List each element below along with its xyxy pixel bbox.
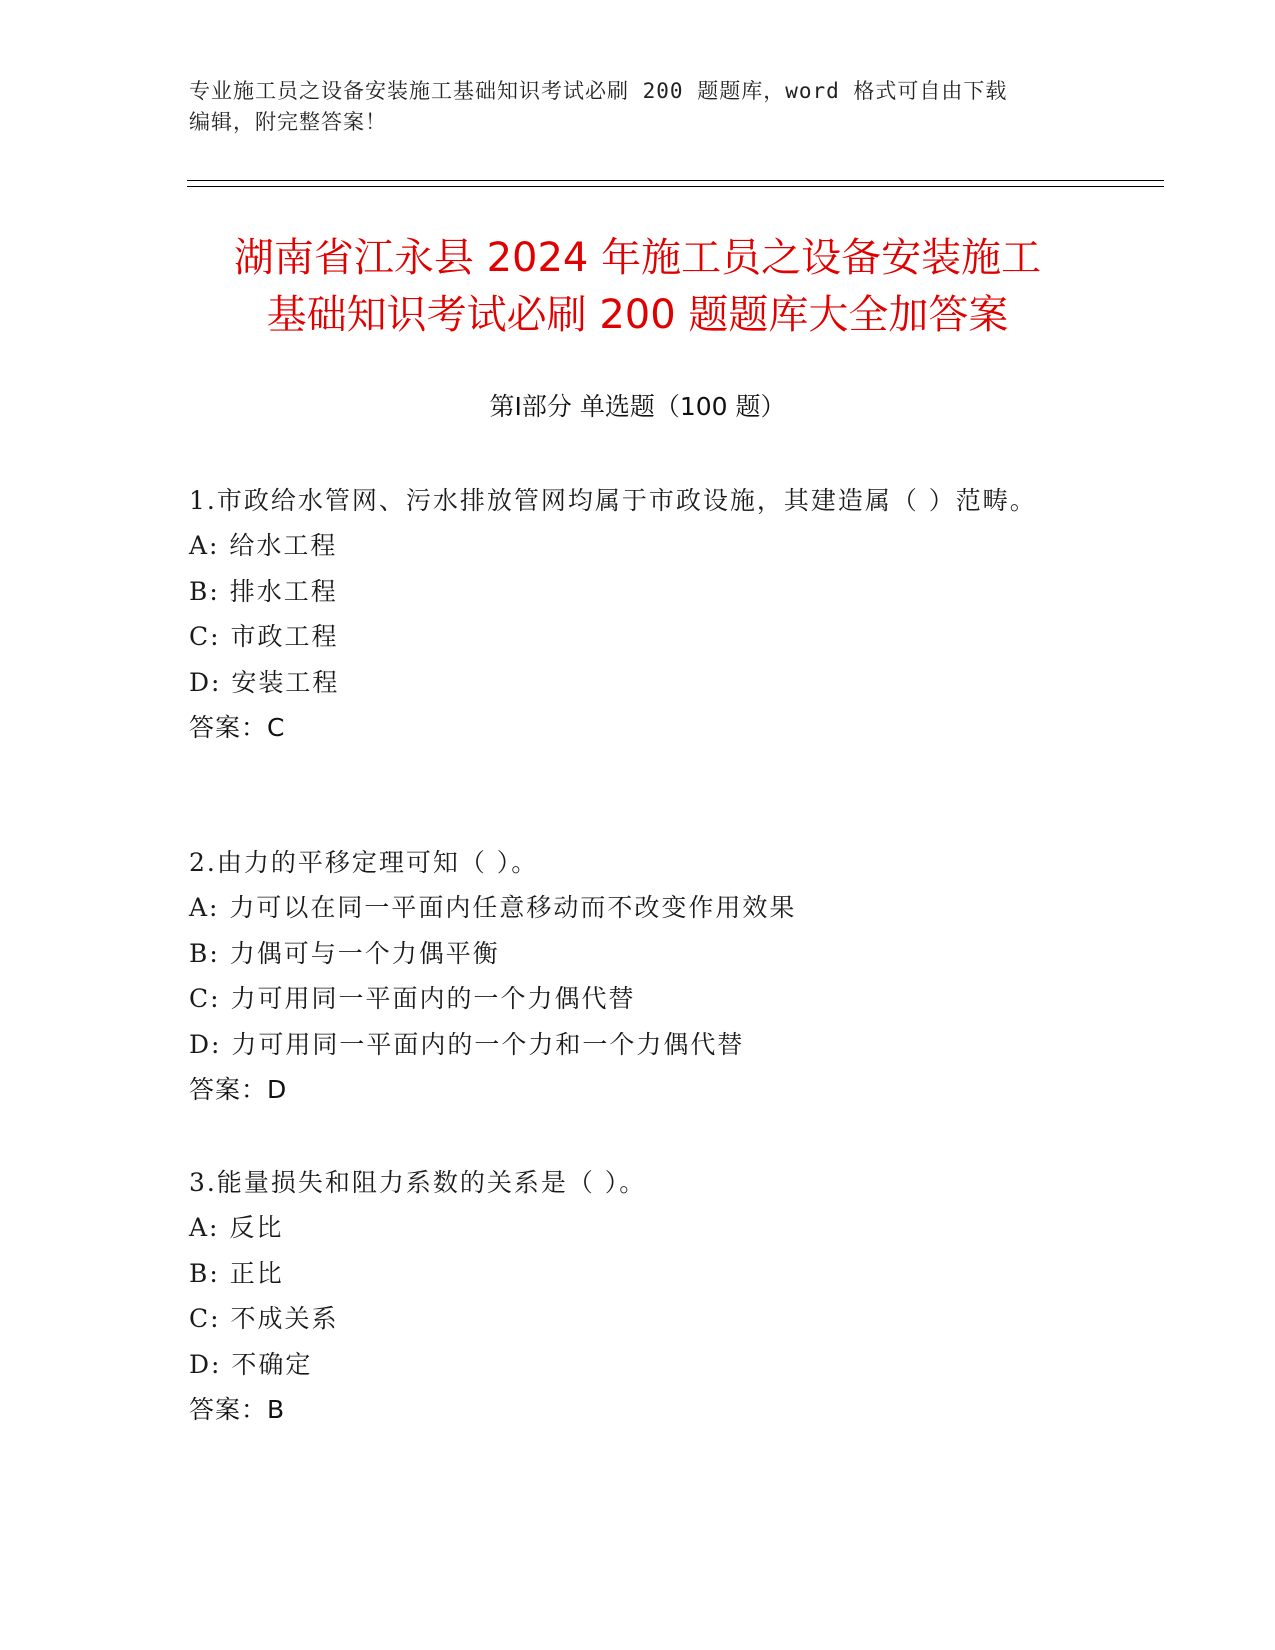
option-b: B: 正比 — [189, 1258, 284, 1288]
question-1 — [189, 478, 1089, 750]
option-b: B: 排水工程 — [189, 576, 338, 606]
option-d: D: 安装工程 — [189, 667, 340, 697]
option-c: C: 力可用同一平面内的一个力偶代替 — [189, 984, 636, 1013]
answer: 答案：C — [189, 713, 286, 742]
question-stem: 3.能量损失和阻力系数的关系是（ ）。 — [189, 1168, 647, 1197]
document-title-line-2: 基础知识考试必刷 200 题题库大全加答案 — [266, 292, 1009, 338]
question-stem: 2.由力的平移定理可知（ ）。 — [189, 848, 539, 877]
document-title — [120, 230, 1155, 344]
question-2 — [189, 840, 1089, 1112]
option-c: C: 市政工程 — [189, 622, 339, 651]
question-stem: 1.市政给水管网、污水排放管网均属于市政设施，其建造属（ ）范畴。 — [189, 486, 1037, 515]
header-note-line-2: 编辑，附完整答案！ — [189, 110, 387, 134]
option-a: A: 力可以在同一平面内任意移动而不改变作用效果 — [189, 893, 797, 922]
option-b: B: 力偶可与一个力偶平衡 — [189, 938, 500, 968]
option-a: A: 反比 — [189, 1213, 284, 1242]
section-heading: 第Ⅰ部分 单选题（100 题） — [489, 392, 786, 421]
header-note-line-1: 专业施工员之设备安装施工基础知识考试必刷 200 题题库，word 格式可自由下载 — [189, 79, 1008, 103]
answer: 答案：D — [189, 1075, 288, 1104]
header-divider-bottom — [187, 186, 1164, 187]
option-d: D: 力可用同一平面内的一个力和一个力偶代替 — [189, 1029, 745, 1059]
option-d: D: 不确定 — [189, 1349, 313, 1379]
option-a: A: 给水工程 — [189, 531, 338, 560]
question-3 — [189, 1160, 1089, 1432]
answer: 答案：B — [189, 1395, 286, 1424]
document-title-line-1: 湖南省江永县 2024 年施工员之设备安装施工 — [233, 235, 1042, 281]
header-divider-top — [187, 180, 1164, 181]
document-header-note — [189, 76, 1089, 138]
option-c: C: 不成关系 — [189, 1304, 339, 1333]
